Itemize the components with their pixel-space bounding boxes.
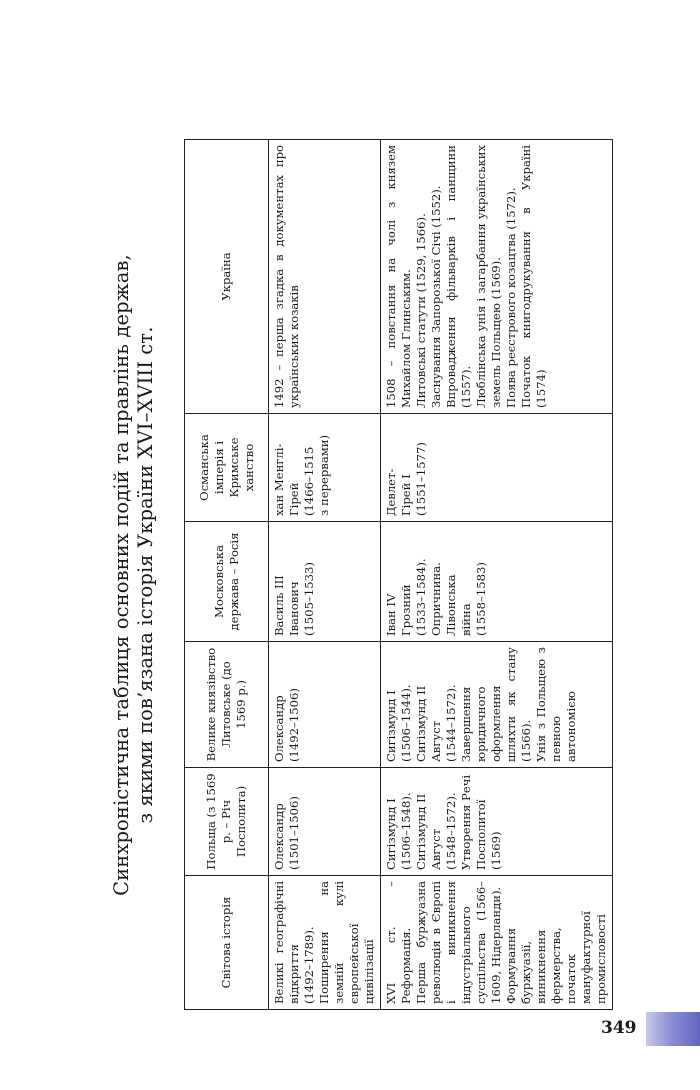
cell-ukraine-1: 1492 – перша згадка в документах про українських козаків bbox=[269, 140, 381, 414]
table-row bbox=[381, 140, 613, 1010]
title-line-2: з якими пов’язана історія України XVI–XVIII ст. bbox=[134, 326, 157, 824]
header-world-history: Світова історія bbox=[185, 876, 269, 1010]
header-poland: Польща (з 1569 р. – Річ Посполита) bbox=[185, 768, 269, 876]
table-header-row bbox=[185, 140, 269, 1010]
cell-poland-2: Сигізмунд І (1506–1548). Сигізмунд ІІ Август (1548–1572). Утворення Речі Посполитої (1569) bbox=[381, 768, 613, 876]
title-line-1: Синхроністична таблиця основних подій та правлінь держав, bbox=[110, 254, 133, 896]
page-number: 349 bbox=[601, 1018, 637, 1038]
cell-world-1: Великі географічні відкриття (1492–1789). Поширення на земній кулі європейської цивілізації bbox=[269, 876, 381, 1010]
header-ukraine: Україна bbox=[185, 140, 269, 414]
cell-lithuania-1: Олександр (1492–1506) bbox=[269, 642, 381, 768]
cell-moscow-1: Василь ІІІ Іванович (1505–1533) bbox=[269, 522, 381, 642]
cell-ottoman-2: Девлет- Гірей І (1551–1577) bbox=[381, 414, 613, 522]
cell-ottoman-1: хан Менглі- Гірей (1466–1515 з перервами) bbox=[269, 414, 381, 522]
cell-world-2: XVI ст. – Реформація. Перша буржуазна революція в Європі і виникнення індустріального суспільства (1566–1609, Нідерланди). Формування буржуазії, виникнення фермерства, початок мануфактурної промисловості bbox=[381, 876, 613, 1010]
page-edge-tab bbox=[646, 1012, 700, 1046]
rotated-page-content bbox=[110, 140, 608, 1010]
header-lithuania: Велике князівство Литовське (до 1569 р.) bbox=[185, 642, 269, 768]
header-ottoman: Османська імперія і Кримське ханство bbox=[185, 414, 269, 522]
header-moscow: Московська держава – Росія bbox=[185, 522, 269, 642]
cell-ukraine-2: 1508 – повстання на чолі з князем Михайлом Глинським. Литовські статути (1529, 1566). Заснування Запорозької Січі (1552). Впровадження фільварків і панщини (1557). Люблінська унія і загарбання українських земель Польщею (1569). Поява реєстрового козацтва (1572). Початок книгодрукування в Україні (1574) bbox=[381, 140, 613, 414]
synchronistic-table bbox=[184, 139, 613, 1010]
table-row bbox=[269, 140, 381, 1010]
page-title bbox=[110, 140, 158, 1010]
cell-moscow-2: Іван IV Грозний (1533–1584). Опричнина. Лівонська війна (1558–1583) bbox=[381, 522, 613, 642]
cell-poland-1: Олександр (1501–1506) bbox=[269, 768, 381, 876]
cell-lithuania-2: Сигізмунд І (1506–1544). Сигізмунд ІІ Август (1544–1572). Завершення юридичного оформлення шляхти як стану (1566). Унія з Польщею з певною автономією bbox=[381, 642, 613, 768]
